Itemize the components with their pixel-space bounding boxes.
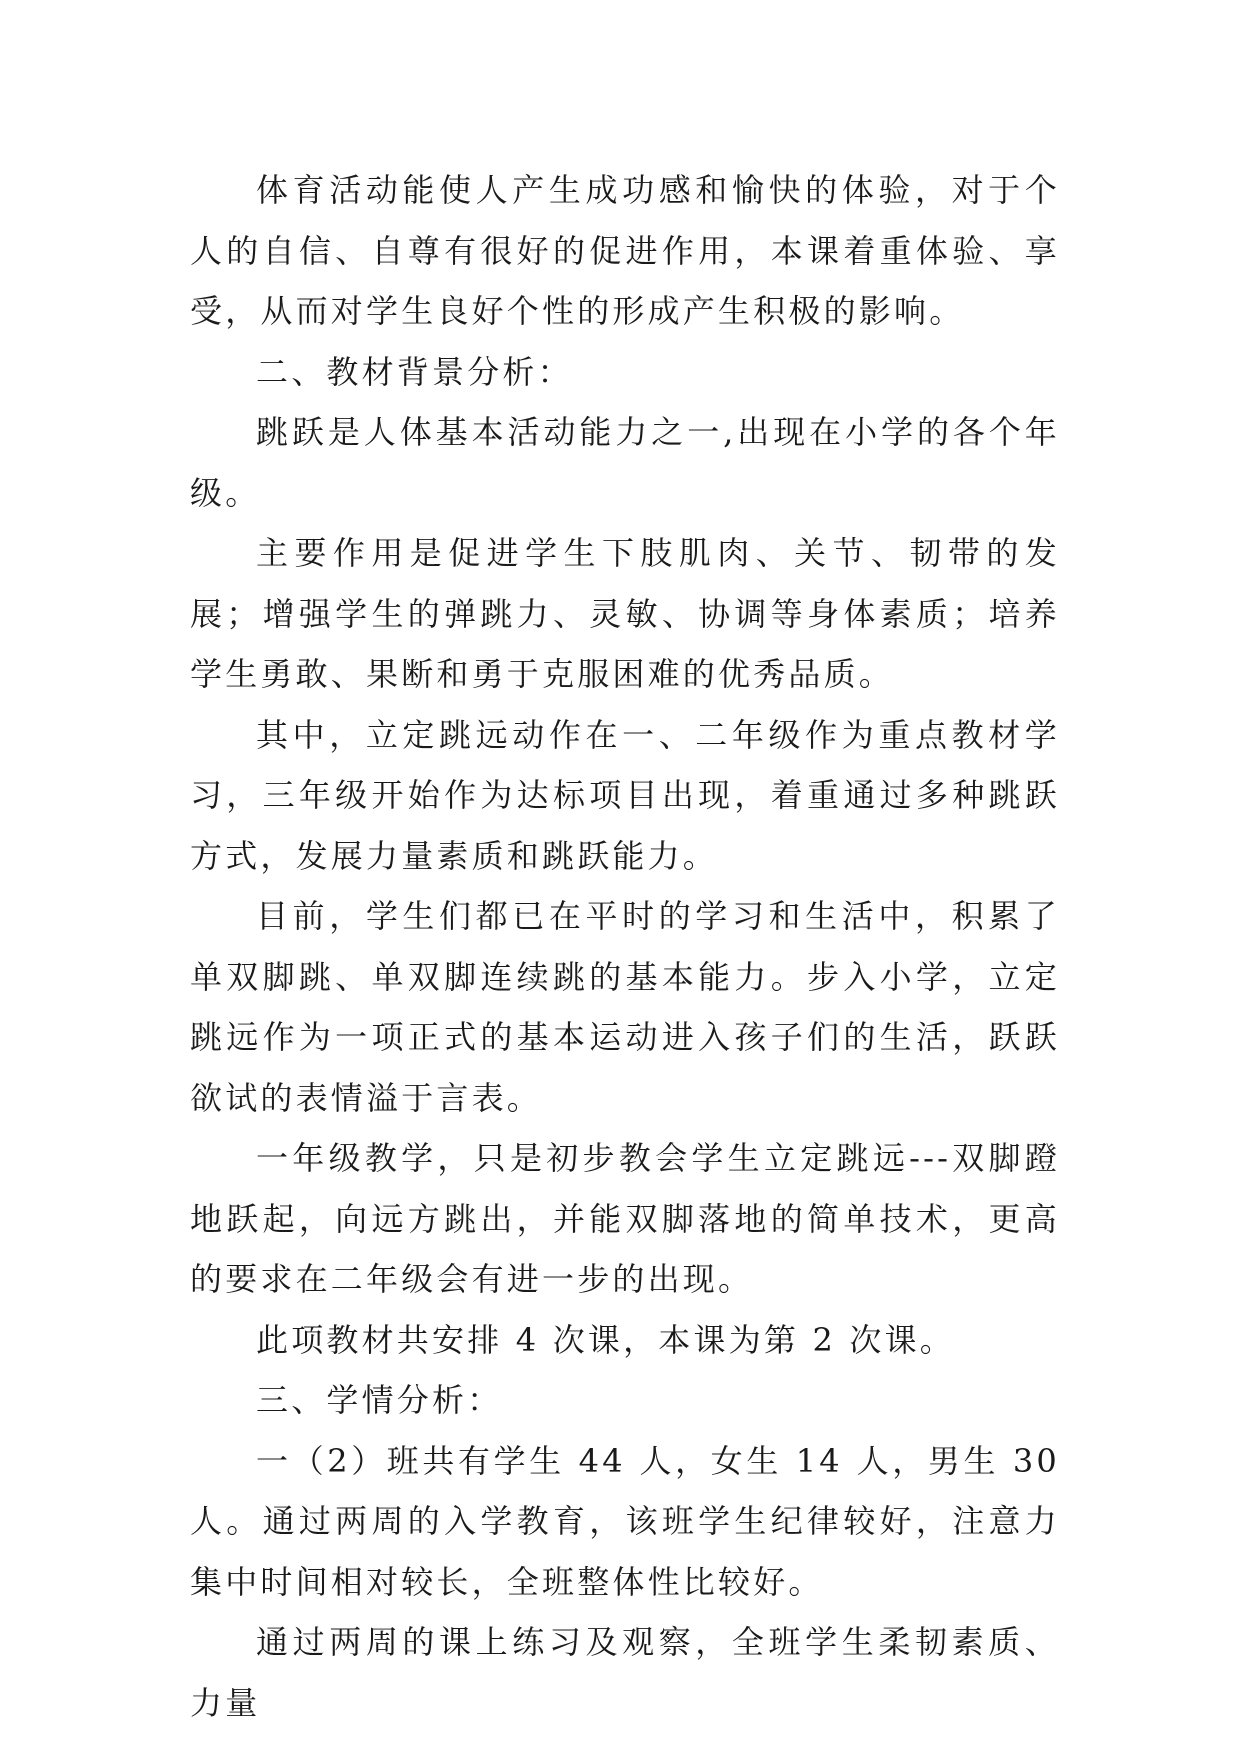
paragraph-grade-one-teaching: 一年级教学，只是初步教会学生立定跳远---双脚蹬地跃起，向远方跳出，并能双脚落地的简单技术，更高的要求在二年级会有进一步的出现。	[190, 1139, 1060, 1298]
paragraph-lesson-arrangement: 此项教材共安排 4 次课，本课为第 2 次课。	[256, 1320, 956, 1359]
paragraph-observation: 通过两周的课上练习及观察，全班学生柔韧素质、力量	[190, 1623, 1060, 1722]
document-body	[190, 160, 1060, 1733]
section-heading-material-background: 二、教材背景分析：	[256, 352, 573, 391]
paragraph-class-composition: 一（2）班共有学生 44 人，女生 14 人，男生 30 人。通过两周的入学教育，该班学生纪律较好，注意力集中时间相对较长，全班整体性比较好。	[190, 1441, 1060, 1601]
paragraph-intro-experience: 体育活动能使人产生成功感和愉快的体验，对于个人的自信、自尊有很好的促进作用，本课着重体验、享受，从而对学生良好个性的形成产生积极的影响。	[190, 171, 1060, 330]
section-heading-student-analysis: 三、学情分析：	[256, 1381, 503, 1419]
paragraph-standing-long-jump: 其中，立定跳远动作在一、二年级作为重点教材学习，三年级开始作为达标项目出现，着重通过多种跳跃方式，发展力量素质和跳跃能力。	[190, 715, 1060, 875]
paragraph-current-ability: 目前，学生们都已在平时的学习和生活中，积累了单双脚跳、单双脚连续跳的基本能力。步入小学，立定跳远作为一项正式的基本运动进入孩子们的生活，跃跃欲试的表情溢于言表。	[190, 897, 1060, 1117]
paragraph-main-function: 主要作用是促进学生下肢肌肉、关节、韧带的发展；增强学生的弹跳力、灵敏、协调等身体素质；培养学生勇敢、果断和勇于克服困难的优秀品质。	[190, 534, 1060, 693]
paragraph-jumping-basic: 跳跃是人体基本活动能力之一,出现在小学的各个年级。	[190, 413, 1060, 512]
